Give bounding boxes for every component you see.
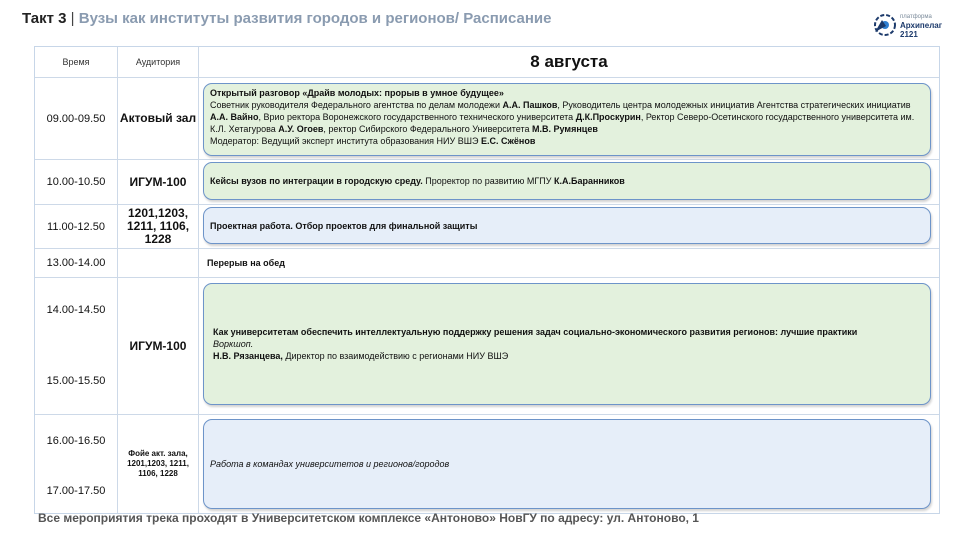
time-slot: 11.00-12.50	[47, 220, 105, 233]
logo-brand-year: 2121	[900, 30, 918, 39]
title-separator: |	[70, 10, 75, 27]
takt-label: Такт 3	[22, 10, 67, 27]
archipelago-logo	[872, 12, 952, 40]
footer-note: Все мероприятия трека проходят в Университетском комплексе «Антоново» НовГУ по адресу: ул. Антоново, 1	[38, 511, 699, 525]
page-title	[22, 10, 552, 27]
lunch-break: Перерыв на обед	[207, 258, 285, 268]
room-cell: ИГУМ-100	[129, 174, 187, 189]
schedule-table	[34, 46, 940, 514]
event-title: Открытый разговор «Драйв молодых: прорыв в умное будущее»	[210, 88, 504, 98]
room-cell: ИГУМ-100	[129, 338, 187, 353]
time-slot: 10.00-10.50	[46, 176, 106, 188]
event-speaker: Н.В. Рязанцева, Директор по взаимодействию с регионами НИУ ВШЭ	[213, 351, 509, 361]
room-cell: 1201,1203, 1211, 1106, 1228	[126, 206, 190, 246]
column-header-room: Аудитория	[135, 57, 181, 67]
time-slot: 14.00-14.50	[46, 304, 106, 316]
event-speakers: Советник руководителя Федерального агентства по делам молодежи А.А. Пашков, Руководитель центра молодежных инициатив Агентства стратегических инициатив А.А. Вайно, Врио ректора Воронежского государственного технического университета Д.К.Проскурин, Ректор Северо-Осетинского государственного университета им. К.Л. Хетагурова А.У. Огоев, ректор Сибирского Федерального Университета М.В. Румянцев	[210, 100, 915, 134]
event-card-project-work[interactable]	[203, 207, 931, 244]
time-slot: 16.00-16.50	[46, 435, 106, 447]
date-header: 8 августа	[530, 52, 608, 71]
time-slot: 13.00-14.00	[46, 257, 106, 269]
page-subtitle: Вузы как институты развития городов и регионов/ Расписание	[78, 10, 552, 27]
event-card-workshop[interactable]	[203, 283, 931, 405]
time-slot: 17.00-17.50	[46, 485, 106, 497]
event-card-team-work[interactable]	[203, 419, 931, 509]
archipelago-logo-icon	[872, 12, 898, 38]
column-header-time: Время	[62, 57, 90, 67]
logo-caption: платформа	[900, 14, 932, 20]
event-title: Как университетам обеспечить интеллектуальную поддержку решения задач социально-экономического развития регионов: лучшие практики	[213, 327, 858, 337]
event-card-cases[interactable]	[203, 162, 931, 200]
event-title: Работа в командах университетов и регионов/городов	[210, 459, 450, 469]
event-title: Проектная работа. Отбор проектов для финальной защиты	[210, 220, 478, 231]
time-slot: 15.00-15.50	[46, 375, 106, 387]
event-moderator: Модератор: Ведущий эксперт института образования НИУ ВШЭ Е.С. Сжёнов	[210, 136, 536, 146]
event-card-open-talk[interactable]	[203, 83, 931, 156]
grid-line	[198, 47, 199, 513]
room-cell: Актовый зал	[119, 111, 197, 125]
logo-brand	[900, 21, 942, 39]
event-format: Воркшоп.	[213, 339, 254, 349]
time-slot: 09.00-09.50	[46, 112, 106, 125]
event-title: Кейсы вузов по интеграции в городскую среду. Проректор по развитию МГПУ К.А.Баранников	[210, 176, 625, 186]
logo-brand-name: Архипелаг	[900, 21, 943, 30]
room-cell: Фойе акт. зала, 1201,1203, 1211, 1106, 1228	[127, 449, 189, 478]
